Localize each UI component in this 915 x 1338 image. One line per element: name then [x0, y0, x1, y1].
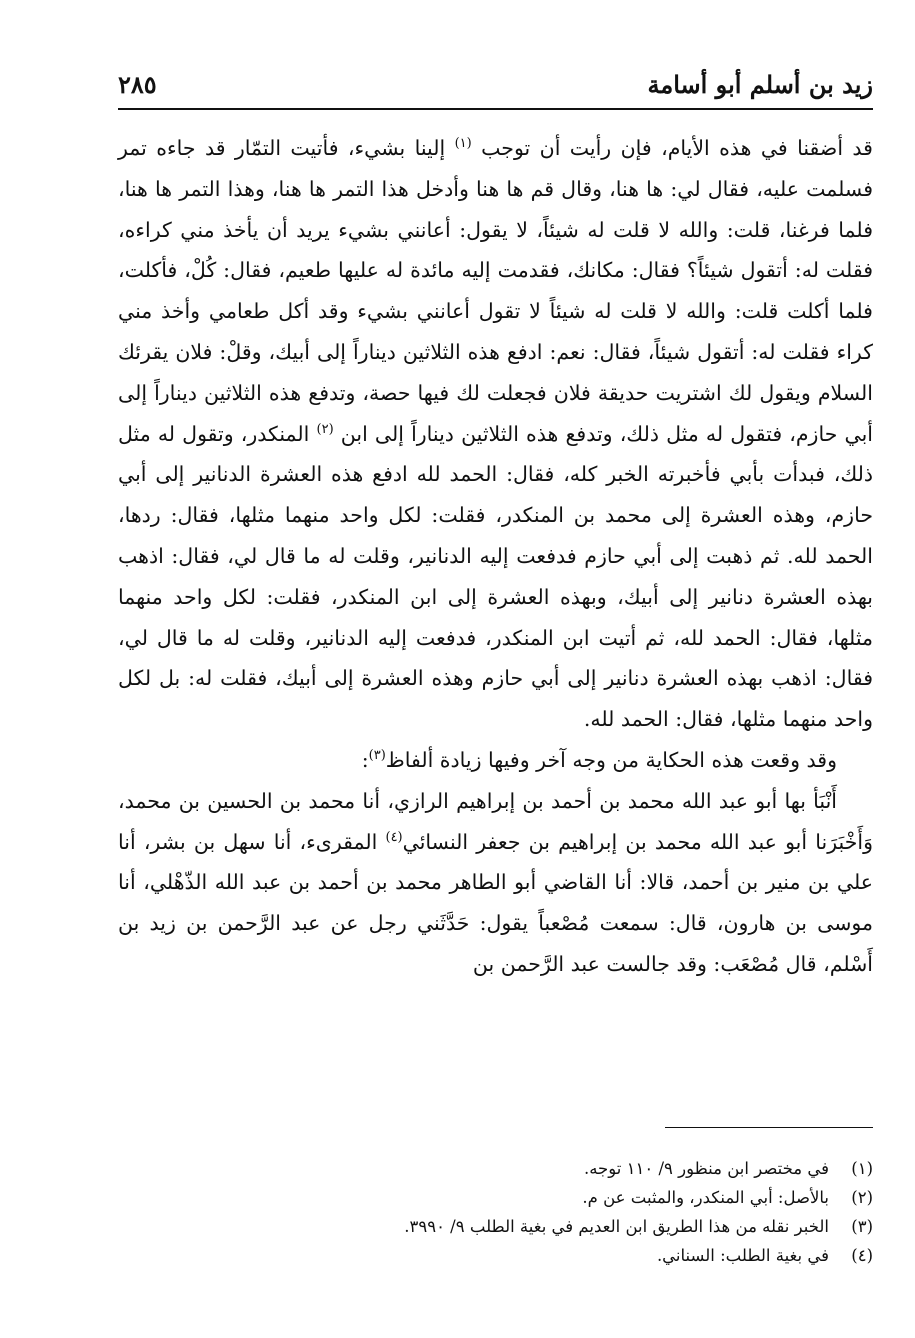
- paragraph-1-text: قد أضقنا في هذه الأيام، فإن رأيت أن توجب: [481, 136, 873, 160]
- footnotes: [118, 1154, 873, 1270]
- paragraph-2-text: وقد وقعت هذه الحكاية من وجه آخر وفيها زيادة ألفاظ: [385, 747, 837, 772]
- footnote-number: (١): [851, 1159, 873, 1178]
- footnote-ref-1: (١): [454, 136, 472, 152]
- paragraph-3-text-cont: المقرىء، أنا سهل بن بشر، أنا علي بن منير بن أحمد، قالا: أنا القاضي أبو الطاهر محمد بن أحمد بن عبد الله الذّهْلي، أنا موسى بن هارون، قال: سمعت مُصْعباً يقول: حَدَّثَني رجل عن عبد الرَّحمن بن زيد بن أَسْلم، قال مُصْعَب: وقد جالست عبد الرَّحمن بن: [118, 829, 873, 976]
- footnote-1: [118, 1154, 873, 1183]
- paragraph-3: [118, 781, 873, 985]
- footnote-text: في مختصر ابن منظور ٩/ ١١٠ توجه.: [583, 1159, 829, 1178]
- paragraph-3-text: أَنْبَأ بها أبو عبد الله محمد بن أحمد بن إبراهيم الرازي، أنا محمد بن الحسين بن محمد، وَأَخْبَرَنا أبو عبد الله محمد بن إبراهيم بن جعفر النسائي: [118, 788, 873, 854]
- footnote-ref-4: (٤): [385, 829, 403, 845]
- footnote-divider: [665, 1127, 873, 1128]
- footnote-ref-2: (٢): [316, 421, 334, 437]
- footnote-text: في بغية الطلب: السناني.: [656, 1246, 829, 1265]
- footnote-number: (٤): [851, 1246, 873, 1265]
- running-title: زيد بن أسلم أبو أسامة: [647, 70, 873, 99]
- paragraph-1-text-cont2: المنكدر، وتقول له مثل ذلك، فبدأت بأبي فأخبرته الخبر كله، فقال: الحمد لله ادفع هذه العشرة الدنانير إلى أبي حازم، وهذه العشرة إلى محمد بن المنكدر، فقلت: لكل واحد منهما مثلها، فقال: ردها، الحمد لله. ثم ذهبت إلى أبي حازم فدفعت إليه الدنانير، وقلت له ما قال لي، فقال: اذهب بهذه العشرة دنانير إلى أبيك، وبهذه العشرة إلى ابن المنكدر، فقلت: لكل واحد منهما مثلها، فقال: الحمد لله، ثم أتيت ابن المنكدر، فدفعت إليه الدنانير، وقلت له ما قال لي، فقال: اذهب بهذه العشرة دنانير إلى أبي حازم وهذه العشرة إلى أبيك، فقلت له: بل لكل واحد منهما مثلها، فقال: الحمد لله.: [118, 421, 873, 732]
- paragraph-2-end: :: [361, 747, 369, 772]
- main-text: [118, 128, 873, 985]
- page-number: ٢٨٥: [118, 70, 157, 99]
- footnote-4: [118, 1241, 873, 1270]
- paragraph-2: [118, 740, 873, 781]
- footnote-text: الخبر نقله من هذا الطريق ابن العديم في بغية الطلب ٩/ ٣٩٩٠.: [404, 1217, 829, 1236]
- footnote-ref-3: (٣): [368, 748, 386, 764]
- footnote-number: (٣): [851, 1217, 873, 1236]
- paragraph-1: [118, 128, 873, 740]
- paragraph-1-text-cont: إلينا بشيء، فأتيت التمّار قد جاءه تمر فسلمت عليه، فقال لي: ها هنا، وقال قم ها هنا وأدخل هذا التمر ها هنا، وهذا التمر ها هنا، فلما فرغنا، قلت: والله لا قلت له شيئاً، لا يقول: أعانني بشيء يريد أن يأخذ مني كراءه، فقلت له: أتقول شيئاً؟ فقال: مكانك، فقدمت إليه مائدة له عليها طعيم، فقال: كُلْ، فأكلت، فلما أكلت قلت: والله لا قلت له شيئاً لا تقول أعانني بشيء وقد أكل طعامي وأخذ مني كراء فقلت له: أتقول شيئاً، فقال: نعم: ادفع هذه الثلاثين ديناراً إلى أبيك، وقلْ: فلان يقرئك السلام ويقول لك اشتريت حديقة فلان فجعلت لك فيها حصة، وتدفع هذه الثلاثين ديناراً إلى أبي حازم، فتقول له مثل ذلك، وتدفع هذه الثلاثين ديناراً إلى ابن: [118, 136, 873, 446]
- footnote-text: بالأصل: أبي المنكدر، والمثبت عن م.: [582, 1188, 829, 1207]
- footnote-number: (٢): [851, 1188, 873, 1207]
- page-header: [118, 64, 873, 110]
- footnote-2: [118, 1183, 873, 1212]
- footnote-3: [118, 1212, 873, 1241]
